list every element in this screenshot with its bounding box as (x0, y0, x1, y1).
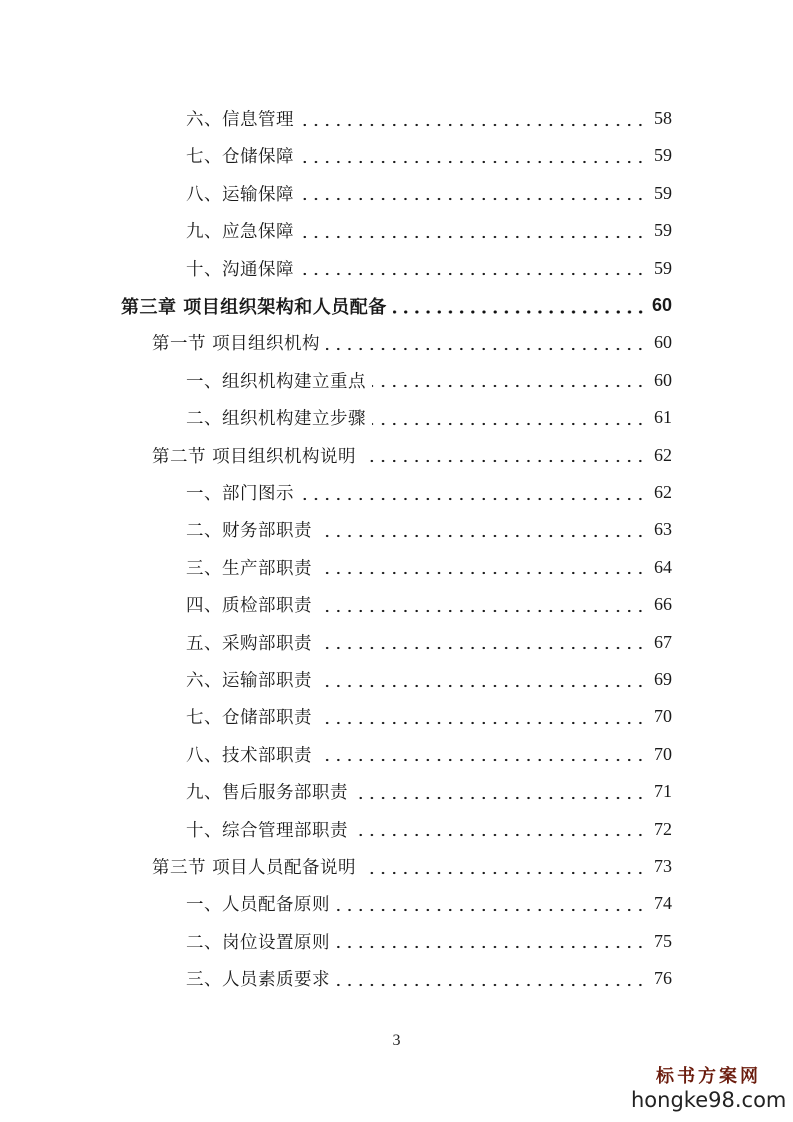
toc-item-entry[interactable] (186, 960, 672, 997)
toc-dot-leader (300, 146, 646, 166)
toc-item-entry[interactable] (186, 923, 672, 960)
toc-dot-leader (300, 109, 646, 129)
toc-item-entry[interactable] (186, 661, 672, 698)
toc-entry-label: 一、人员配备原则 (186, 895, 330, 916)
toc-item-entry[interactable] (186, 549, 672, 586)
toc-entry-label: 八、运输保障 (186, 184, 294, 205)
toc-dot-leader (318, 557, 646, 577)
toc-dot-leader (336, 931, 646, 951)
toc-entry-page: 62 (654, 482, 672, 502)
toc-dot-leader (362, 445, 646, 465)
toc-dot-leader (354, 782, 646, 802)
toc-entry-page: 71 (654, 781, 672, 802)
toc-item-entry[interactable] (186, 811, 672, 848)
toc-entry-label: 十、沟通保障 (186, 259, 294, 280)
toc-entry-label: 第二节 项目组织机构说明 (152, 446, 357, 467)
toc-dot-leader (300, 258, 646, 278)
toc-item-entry[interactable] (186, 586, 672, 623)
toc-dot-leader (393, 296, 646, 316)
toc-entry-page: 70 (654, 743, 672, 764)
toc-entry-page: 76 (654, 968, 672, 989)
toc-entry-label: 第三节 项目人员配备说明 (152, 858, 357, 878)
toc-entry-page: 75 (654, 930, 672, 951)
toc-item-entry[interactable] (186, 100, 672, 137)
toc-item-entry[interactable] (186, 624, 672, 661)
toc-dot-leader (318, 744, 646, 764)
toc-entry-label: 五、采购部职责 (186, 633, 312, 654)
toc-entry-label: 九、售后服务部职责 (186, 783, 348, 804)
toc-item-entry[interactable] (186, 362, 672, 399)
toc-dot-leader (300, 483, 646, 503)
toc-entry-page: 67 (654, 631, 672, 652)
toc-section-entry[interactable] (152, 324, 672, 361)
toc-item-entry[interactable] (186, 250, 672, 287)
toc-entry-page: 59 (654, 257, 672, 278)
toc-entry-label: 八、技术部职责 (186, 745, 312, 766)
toc-entry-label: 十、综合管理部职责 (186, 820, 348, 841)
toc-entry-page: 61 (654, 407, 672, 428)
toc-entry-page: 60 (654, 369, 672, 390)
toc-entry-page: 59 (654, 145, 672, 166)
toc-entry-label: 二、财务部职责 (186, 521, 312, 542)
toc-item-entry[interactable] (186, 885, 672, 922)
toc-dot-leader (354, 819, 646, 839)
toc-entry-page: 74 (654, 893, 672, 914)
toc-dot-leader (300, 221, 646, 241)
toc-dot-leader (318, 670, 646, 690)
toc-entry-label: 九、应急保障 (186, 222, 294, 243)
toc-entry-page: 70 (654, 706, 672, 727)
toc-dot-leader (300, 183, 646, 203)
toc-entry-label: 二、组织机构建立步骤 (186, 409, 366, 430)
toc-dot-leader (336, 894, 646, 914)
toc-item-entry[interactable] (186, 474, 672, 511)
toc-item-entry[interactable] (186, 175, 672, 212)
toc-entry-label: 三、生产部职责 (186, 558, 312, 579)
toc-item-entry[interactable] (186, 137, 672, 174)
toc-entry-label: 一、部门图示 (186, 484, 294, 504)
toc-item-entry[interactable] (186, 399, 672, 436)
toc-dot-leader (326, 333, 646, 353)
toc-dot-leader (372, 408, 646, 428)
toc-entry-page: 60 (654, 332, 672, 353)
watermark-logo (631, 1066, 787, 1112)
toc-entry-label: 七、仓储保障 (186, 147, 294, 168)
toc-dot-leader (336, 969, 646, 989)
toc-chapter-entry[interactable] (121, 287, 672, 324)
toc-item-entry[interactable] (186, 736, 672, 773)
toc-entry-label: 二、岗位设置原则 (186, 932, 330, 953)
toc-item-entry[interactable] (186, 698, 672, 735)
toc-entry-label: 四、质检部职责 (186, 596, 312, 617)
toc-item-entry[interactable] (186, 212, 672, 249)
toc-item-entry[interactable] (186, 773, 672, 810)
toc-entry-label: 一、组织机构建立重点 (186, 371, 366, 392)
toc-entry-page: 64 (654, 556, 672, 577)
toc-entry-page: 59 (654, 182, 672, 203)
toc-entry-label: 七、仓储部职责 (186, 708, 312, 729)
toc-dot-leader (318, 520, 646, 540)
toc-section-entry[interactable] (152, 437, 672, 474)
toc-section-entry[interactable] (152, 848, 672, 885)
toc-entry-page: 60 (651, 295, 672, 315)
watermark-name: 标书方案网 (656, 1066, 761, 1087)
toc-dot-leader (372, 370, 646, 390)
toc-entry-page: 66 (654, 594, 672, 615)
toc-entry-page: 73 (654, 856, 672, 876)
watermark-domain: hongke98.com (631, 1088, 787, 1112)
toc-entry-page: 58 (654, 108, 672, 128)
toc-entry-label: 六、信息管理 (186, 110, 294, 130)
toc-entry-page: 59 (654, 220, 672, 241)
toc-entry-page: 69 (654, 669, 672, 689)
toc-entry-label: 第三章 项目组织架构和人员配备 (121, 296, 387, 318)
toc-entry-label: 三、人员素质要求 (186, 970, 330, 991)
page-number: 3 (392, 1032, 401, 1049)
toc-entry-page: 72 (654, 818, 672, 839)
toc-item-entry[interactable] (186, 511, 672, 548)
toc-entry-label: 第一节 项目组织机构 (152, 334, 321, 355)
toc-entry-page: 63 (654, 519, 672, 540)
toc-entry-page: 62 (654, 444, 672, 465)
toc-dot-leader (362, 857, 646, 877)
toc-dot-leader (318, 595, 646, 615)
toc-entry-label: 六、运输部职责 (186, 671, 312, 691)
toc-dot-leader (318, 707, 646, 727)
toc-dot-leader (318, 632, 646, 652)
